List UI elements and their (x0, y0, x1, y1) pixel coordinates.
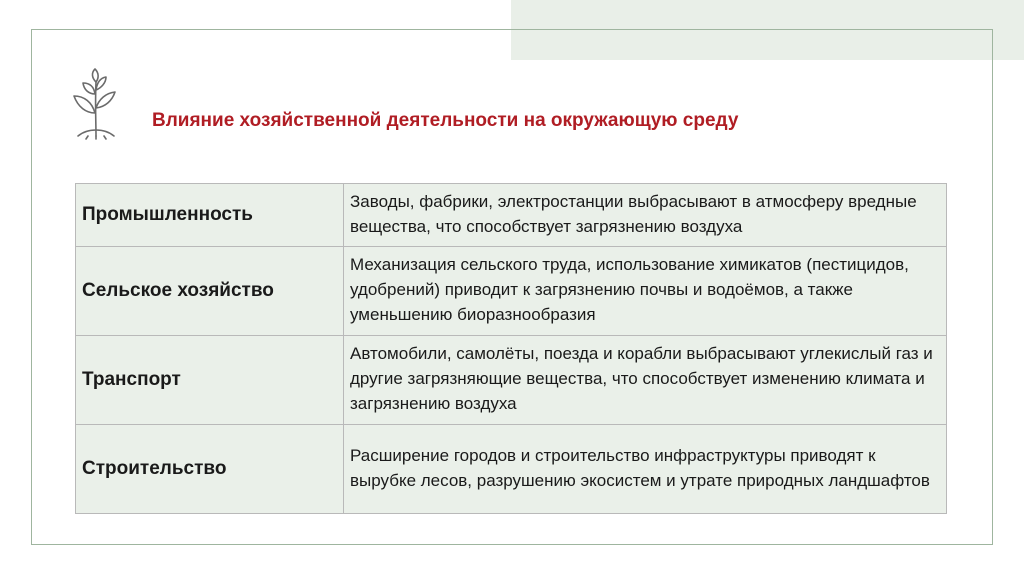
impact-table (75, 183, 947, 514)
description-cell: Автомобили, самолёты, поезда и корабли выбрасывают углекислый газ и другие загрязняющие вещества, что способствует изменению климата и загрязнению воздуха (344, 336, 947, 425)
description-cell: Расширение городов и строительство инфраструктуры приводят к вырубке лесов, разрушению экосистем и утрате природных ландшафтов (344, 425, 947, 514)
sector-cell: Транспорт (76, 336, 344, 425)
table-row (76, 425, 947, 514)
sprout-icon (66, 66, 124, 140)
table-row (76, 336, 947, 425)
sector-cell: Промышленность (76, 184, 344, 247)
table-row (76, 247, 947, 336)
description-cell: Механизация сельского труда, использование химикатов (пестицидов, удобрений) приводит к загрязнению почвы и водоёмов, а также уменьшению биоразнообразия (344, 247, 947, 336)
sector-cell: Строительство (76, 425, 344, 514)
description-cell: Заводы, фабрики, электростанции выбрасывают в атмосферу вредные вещества, что способствует загрязнению воздуха (344, 184, 947, 247)
table-row (76, 184, 947, 247)
sector-cell: Сельское хозяйство (76, 247, 344, 336)
slide-title: Влияние хозяйственной деятельности на окружающую среду (152, 110, 739, 131)
